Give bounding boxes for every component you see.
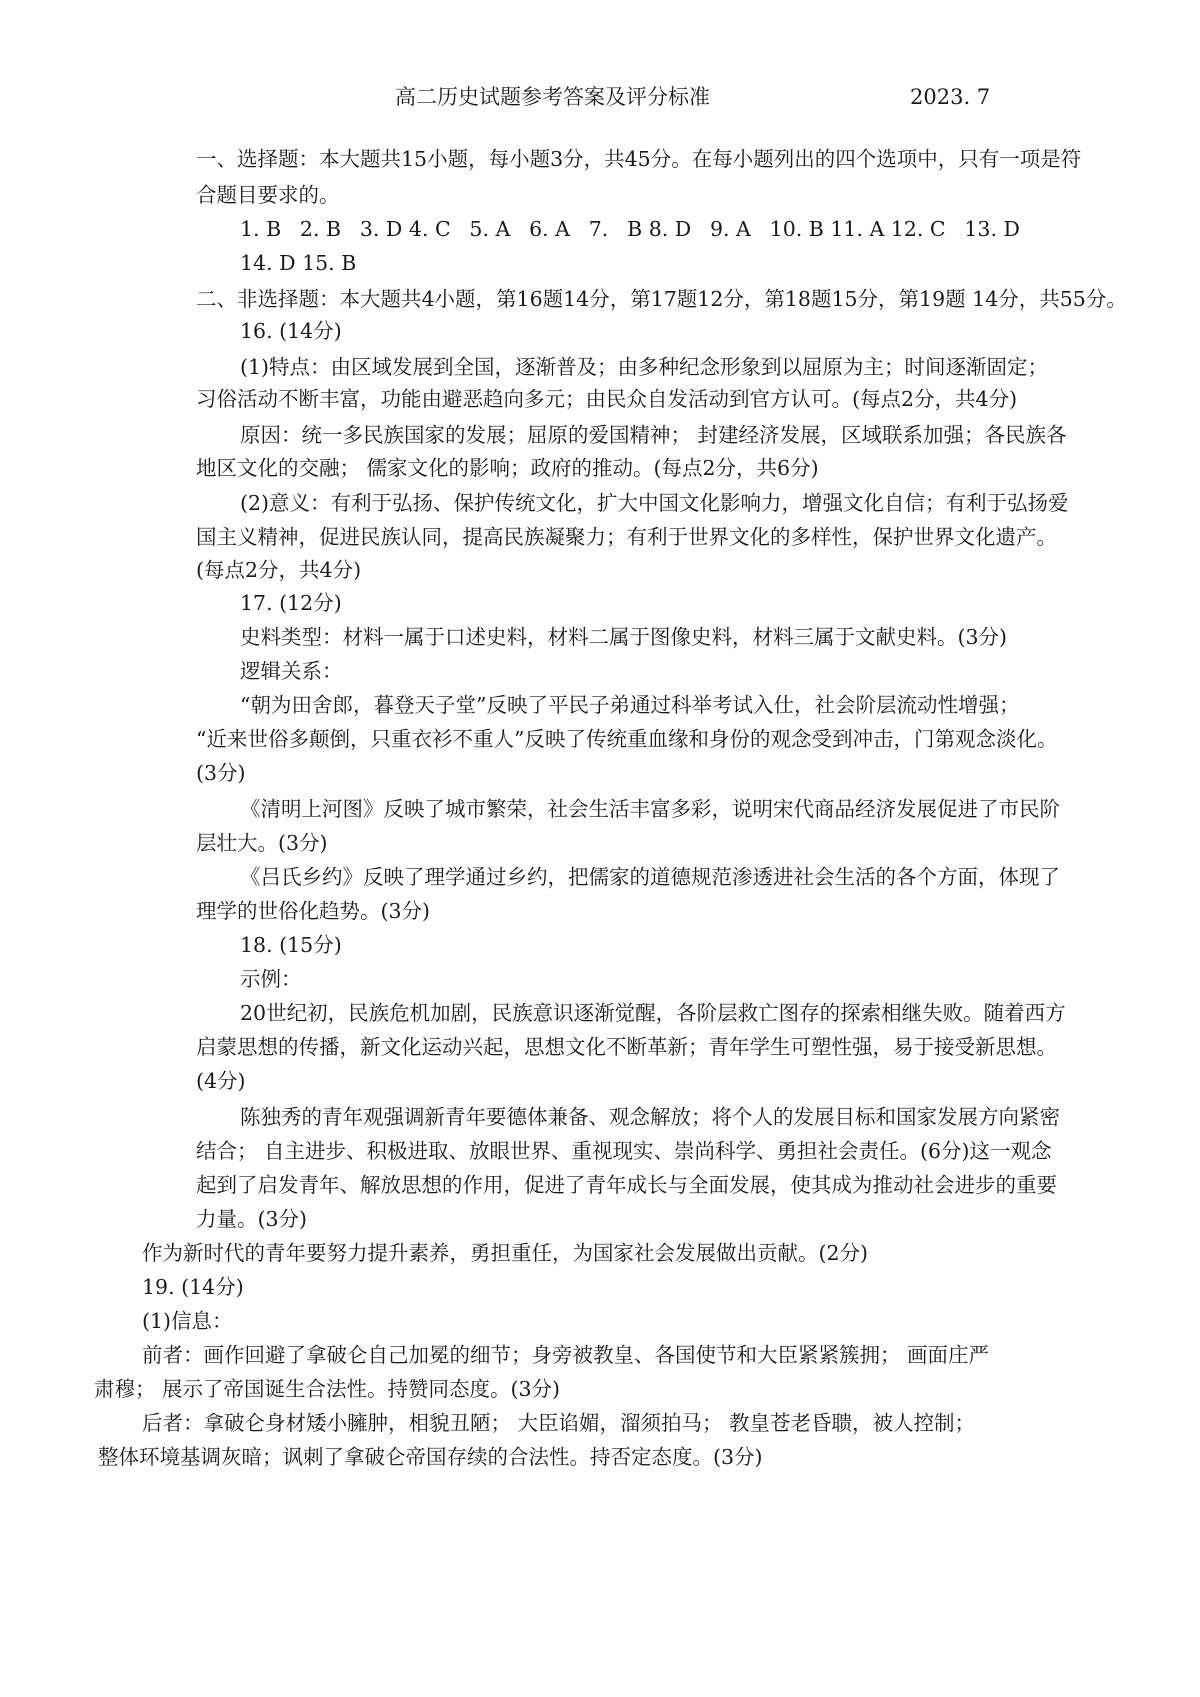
q18-title: 18. (15分) [240, 933, 342, 957]
q17-line: (3分) [196, 761, 246, 785]
answers-row-1 [240, 216, 1020, 242]
answer-item: 10. B 11. A 12. C [769, 217, 946, 241]
q17-line: 层壮大。(3分) [196, 831, 328, 855]
q19-line: (1)信息： [142, 1309, 233, 1333]
q17-line: 《清明上河图》反映了城市繁荣，社会生活丰富多彩，说明宋代商品经济发展促进了市民阶 [240, 797, 1060, 821]
answers-row-2: 14. D 15. B [240, 251, 357, 275]
answer-item: 3. D 4. C [359, 217, 451, 241]
answer-item: B 8. D [627, 217, 692, 241]
q19-line: 整体环境基调灰暗；讽刺了拿破仑帝国存续的合法性。持否定态度。(3分) [98, 1445, 763, 1469]
q19-line: 后者：拿破仑身材矮小臃肿，相貌丑陋； 大臣谄媚，溜须拍马； 教皇苍老昏聩，被人控制； [142, 1411, 976, 1435]
q18-line: 结合； 自主进步、积极进取、放眼世界、重视现实、崇尚科学、勇担社会责任。(6分)这一观念 [196, 1139, 1052, 1163]
answer-item: 13. D [964, 217, 1020, 241]
q16-line: 国主义精神，促进民族认同，提高民族凝聚力；有利于世界文化的多样性，保护世界文化遗产。 [196, 525, 1057, 549]
q16-line: (2)意义：有利于弘扬、保护传统文化，扩大中国文化影响力，增强文化自信；有利于弘扬爱 [240, 491, 1069, 515]
q18-line: 示例： [240, 967, 302, 991]
q17-line: “近来世俗多颠倒，只重衣衫不重人”反映了传统重血缘和身份的观念受到冲击，门第观念淡化。 [196, 727, 1058, 751]
answer-item: 1. B [240, 217, 282, 241]
q18-line: 起到了启发青年、解放思想的作用，促进了青年成长与全面发展，使其成为推动社会进步的重要 [196, 1173, 1057, 1197]
q17-line: 史料类型：材料一属于口述史料，材料二属于图像史料，材料三属于文献史料。(3分) [240, 625, 1008, 649]
section1-intro-line2: 合题目要求的。 [196, 183, 340, 207]
answer-item: 9. A [709, 217, 751, 241]
q17-line: 《吕氏乡约》反映了理学通过乡约，把儒家的道德规范渗透进社会生活的各个方面，体现了 [240, 865, 1060, 889]
q16-line: 原因：统一多民族国家的发展；屈原的爱国精神； 封建经济发展，区域联系加强；各民族各 [240, 423, 1067, 447]
q17-line: 理学的世俗化趋势。(3分) [196, 899, 431, 923]
section1-intro-line1: 一、选择题：本大题共15小题，每小题3分，共45分。在每小题列出的四个选项中，只有一项是符 [196, 147, 1082, 171]
answer-item: 2. B [299, 217, 342, 241]
q18-line: 力量。(3分) [196, 1207, 308, 1231]
document-date: 2023. 7 [910, 85, 991, 109]
q16-line: (1)特点：由区域发展到全国，逐渐普及；由多种纪念形象到以屈原为主；时间逐渐固定； [240, 355, 1049, 379]
q16-line: (每点2分，共4分) [196, 558, 362, 582]
q18-line: (4分) [196, 1069, 246, 1093]
q17-line: “朝为田舍郎，暮登天子堂”反映了平民子弟通过科举考试入仕，社会阶层流动性增强； [240, 693, 1020, 717]
q18-line: 作为新时代的青年要努力提升素养，勇担重任，为国家社会发展做出贡献。(2分) [142, 1241, 869, 1265]
q16-line: 习俗活动不断丰富，功能由避恶趋向多元；由民众自发活动到官方认可。(每点2分，共4分) [196, 387, 1018, 411]
answer-item: 5. A [469, 217, 511, 241]
q19-line: 肃穆； 展示了帝国诞生合法性。持赞同态度。(3分) [94, 1377, 561, 1401]
q18-line: 20世纪初，民族危机加剧，民族意识逐渐觉醒，各阶层救亡图存的探索相继失败。随着西方 [240, 1001, 1066, 1025]
q18-line: 陈独秀的青年观强调新青年要德体兼备、观念解放；将个人的发展目标和国家发展方向紧密 [240, 1105, 1060, 1129]
q18-line: 启蒙思想的传播，新文化运动兴起，思想文化不断革新；青年学生可塑性强，易于接受新思想。 [196, 1035, 1057, 1059]
q16-line: 地区文化的交融； 儒家文化的影响；政府的推动。(每点2分，共6分) [196, 456, 819, 480]
q17-line: 逻辑关系： [240, 659, 343, 683]
q19-line: 前者：画作回避了拿破仑自己加冕的细节；身旁被教皇、各国使节和大臣紧紧簇拥； 画面庄严 [142, 1343, 990, 1367]
q16-title: 16. (14分) [240, 319, 342, 343]
answer-item: 7. [588, 217, 609, 241]
answer-item: 6. A [529, 217, 570, 241]
q17-title: 17. (12分) [240, 591, 342, 615]
q19-title: 19. (14分) [142, 1275, 244, 1299]
section2-intro: 二、非选择题：本大题共4小题，第16题14分，第17题12分，第18题15分，第19题 14分，共55分。 [196, 287, 1127, 311]
page-title: 高二历史试题参考答案及评分标准 [395, 85, 710, 109]
